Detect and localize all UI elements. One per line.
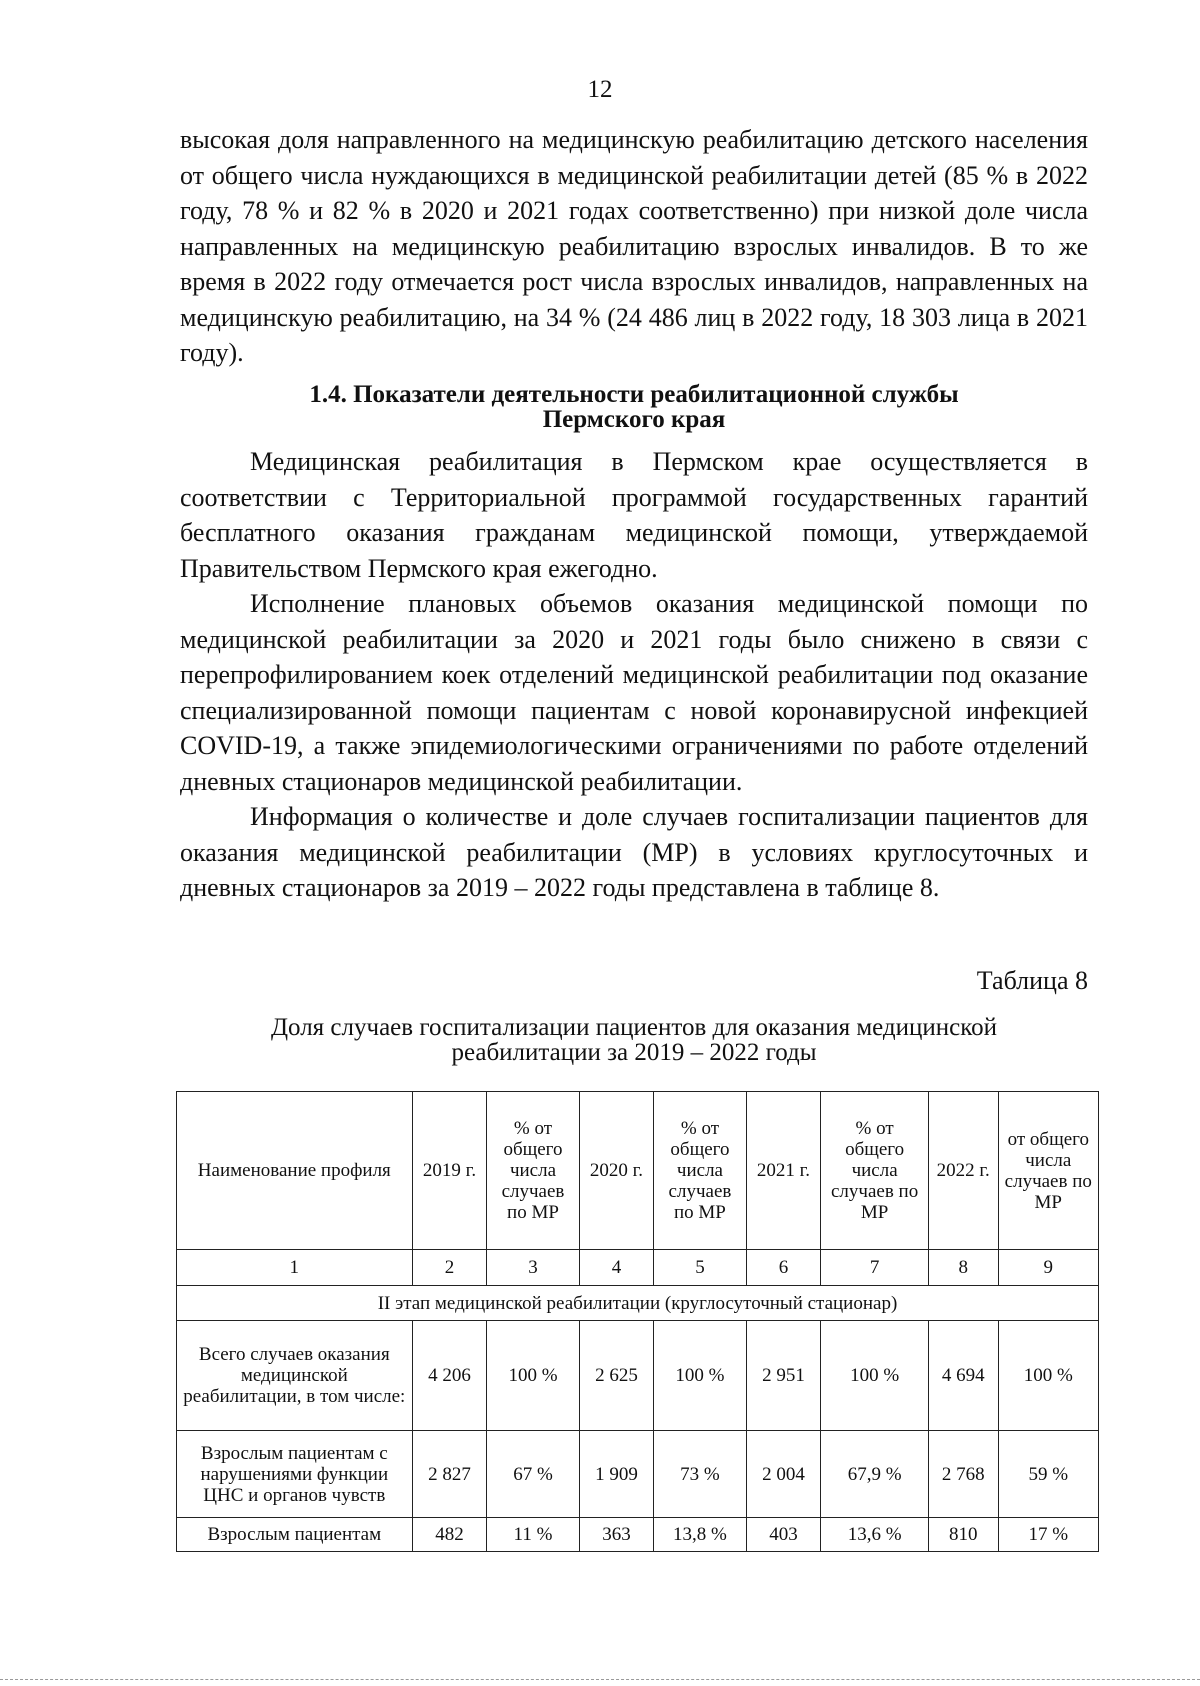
column-number-row (177, 1250, 1099, 1286)
column-number: 4 (579, 1250, 654, 1286)
table-row (177, 1431, 1099, 1518)
table-header-row (177, 1092, 1099, 1250)
table-cell: 100 % (998, 1321, 1098, 1431)
column-header-2021: 2021 г. (746, 1092, 821, 1250)
table-cell: 100 % (821, 1321, 929, 1431)
column-header-2019: 2019 г. (412, 1092, 487, 1250)
table-cell: 67,9 % (821, 1431, 929, 1518)
column-header-2019-share: % от общего числа случаев по МР (487, 1092, 579, 1250)
column-number: 7 (821, 1250, 929, 1286)
table-cell: 2 768 (928, 1431, 998, 1518)
column-number: 2 (412, 1250, 487, 1286)
paragraph: Информация о количестве и доле случаев госпитализации пациентов для оказания медицинской реабилитации (МР) в условиях круглосуточных и дневных стационаров за 2019 – 2022 годы представлена в таблице 8. (180, 802, 1088, 902)
intro-paragraph: высокая доля направленного на медицинскую реабилитацию детского населения от общего числа нуждающихся в медицинской реабилитации детей (85 % в 2022 году, 78 % и 82 % в 2020 и 2021 годах соответственно) при низкой доле числа направленных на медицинскую реабилитацию взрослых инвалидов. В то же время в 2022 году отмечается рост числа взрослых инвалидов, направленных на медицинскую реабилитацию, на 34 % (24 486 лиц в 2022 году, 18 303 лица в 2021 году). (180, 125, 1088, 367)
table-cell: 1 909 (579, 1431, 654, 1518)
section-heading-line-2: Пермского края (542, 406, 726, 433)
column-number: 5 (654, 1250, 746, 1286)
column-number: 8 (928, 1250, 998, 1286)
column-number: 6 (746, 1250, 821, 1286)
table-label: Таблица 8 (976, 966, 1088, 995)
section-heading-line-1: 1.4. Показатели деятельности реабилитационной службы (309, 381, 959, 408)
table-cell: 403 (746, 1518, 821, 1552)
table-caption (180, 1015, 1088, 1065)
table-cell: 363 (579, 1518, 654, 1552)
table-row (177, 1518, 1099, 1552)
table-cell: 2 004 (746, 1431, 821, 1518)
table-section-title: II этап медицинской реабилитации (круглосуточный стационар) (177, 1286, 1099, 1321)
row-label: Всего случаев оказания медицинской реабилитации, в том числе: (177, 1321, 413, 1431)
column-header-profile: Наименование профиля (177, 1092, 413, 1250)
paragraph: Медицинская реабилитация в Пермском крае осуществляется в соответствии с Территориальной программой государственных гарантий бесплатного оказания гражданам медицинской помощи, утверждаемой Правительством Пермского края ежегодно. (180, 447, 1088, 583)
row-label: Взрослым пациентам с нарушениями функции ЦНС и органов чувств (177, 1431, 413, 1518)
paragraph: Исполнение плановых объемов оказания медицинской помощи по медицинской реабилитации за 2020 и 2021 годы было снижено в связи с перепрофилированием коек отделений медицинской реабилитации под оказание специализированной помощи пациентам с новой коронавирусной инфекцией COVID-19, а также эпидемиологическими ограничениями по работе отделений дневных стационаров медицинской реабилитации. (180, 589, 1088, 796)
column-header-2020: 2020 г. (579, 1092, 654, 1250)
table-cell: 482 (412, 1518, 487, 1552)
table-row (177, 1321, 1099, 1431)
table-cell: 13,6 % (821, 1518, 929, 1552)
table-cell: 17 % (998, 1518, 1098, 1552)
table-cell: 73 % (654, 1431, 746, 1518)
column-number: 9 (998, 1250, 1098, 1286)
intro-block (180, 122, 1088, 371)
section-heading (180, 382, 1088, 432)
table-section-row (177, 1286, 1099, 1321)
column-header-2022: 2022 г. (928, 1092, 998, 1250)
table-cell: 4 206 (412, 1321, 487, 1431)
column-header-2020-share: % от общего числа случаев по МР (654, 1092, 746, 1250)
body-text (180, 444, 1088, 906)
page-number: 12 (587, 76, 613, 103)
row-label: Взрослым пациентам (177, 1518, 413, 1552)
page-bottom-divider (0, 1679, 1200, 1680)
table-caption-line-2: реабилитации за 2019 – 2022 годы (451, 1039, 817, 1066)
table-cell: 4 694 (928, 1321, 998, 1431)
table-cell: 67 % (487, 1431, 579, 1518)
table-cell: 11 % (487, 1518, 579, 1552)
table-cell: 100 % (654, 1321, 746, 1431)
data-table (176, 1091, 1099, 1552)
column-header-2021-share: % от общего числа случаев по МР (821, 1092, 929, 1250)
column-number: 1 (177, 1250, 413, 1286)
column-number: 3 (487, 1250, 579, 1286)
table-cell: 2 625 (579, 1321, 654, 1431)
table-cell: 2 827 (412, 1431, 487, 1518)
table-cell: 2 951 (746, 1321, 821, 1431)
table-cell: 59 % (998, 1431, 1098, 1518)
table-cell: 13,8 % (654, 1518, 746, 1552)
table-caption-line-1: Доля случаев госпитализации пациентов для оказания медицинской (270, 1014, 998, 1041)
table-cell: 810 (928, 1518, 998, 1552)
table-cell: 100 % (487, 1321, 579, 1431)
column-header-2022-share: от общего числа случаев по МР (998, 1092, 1098, 1250)
